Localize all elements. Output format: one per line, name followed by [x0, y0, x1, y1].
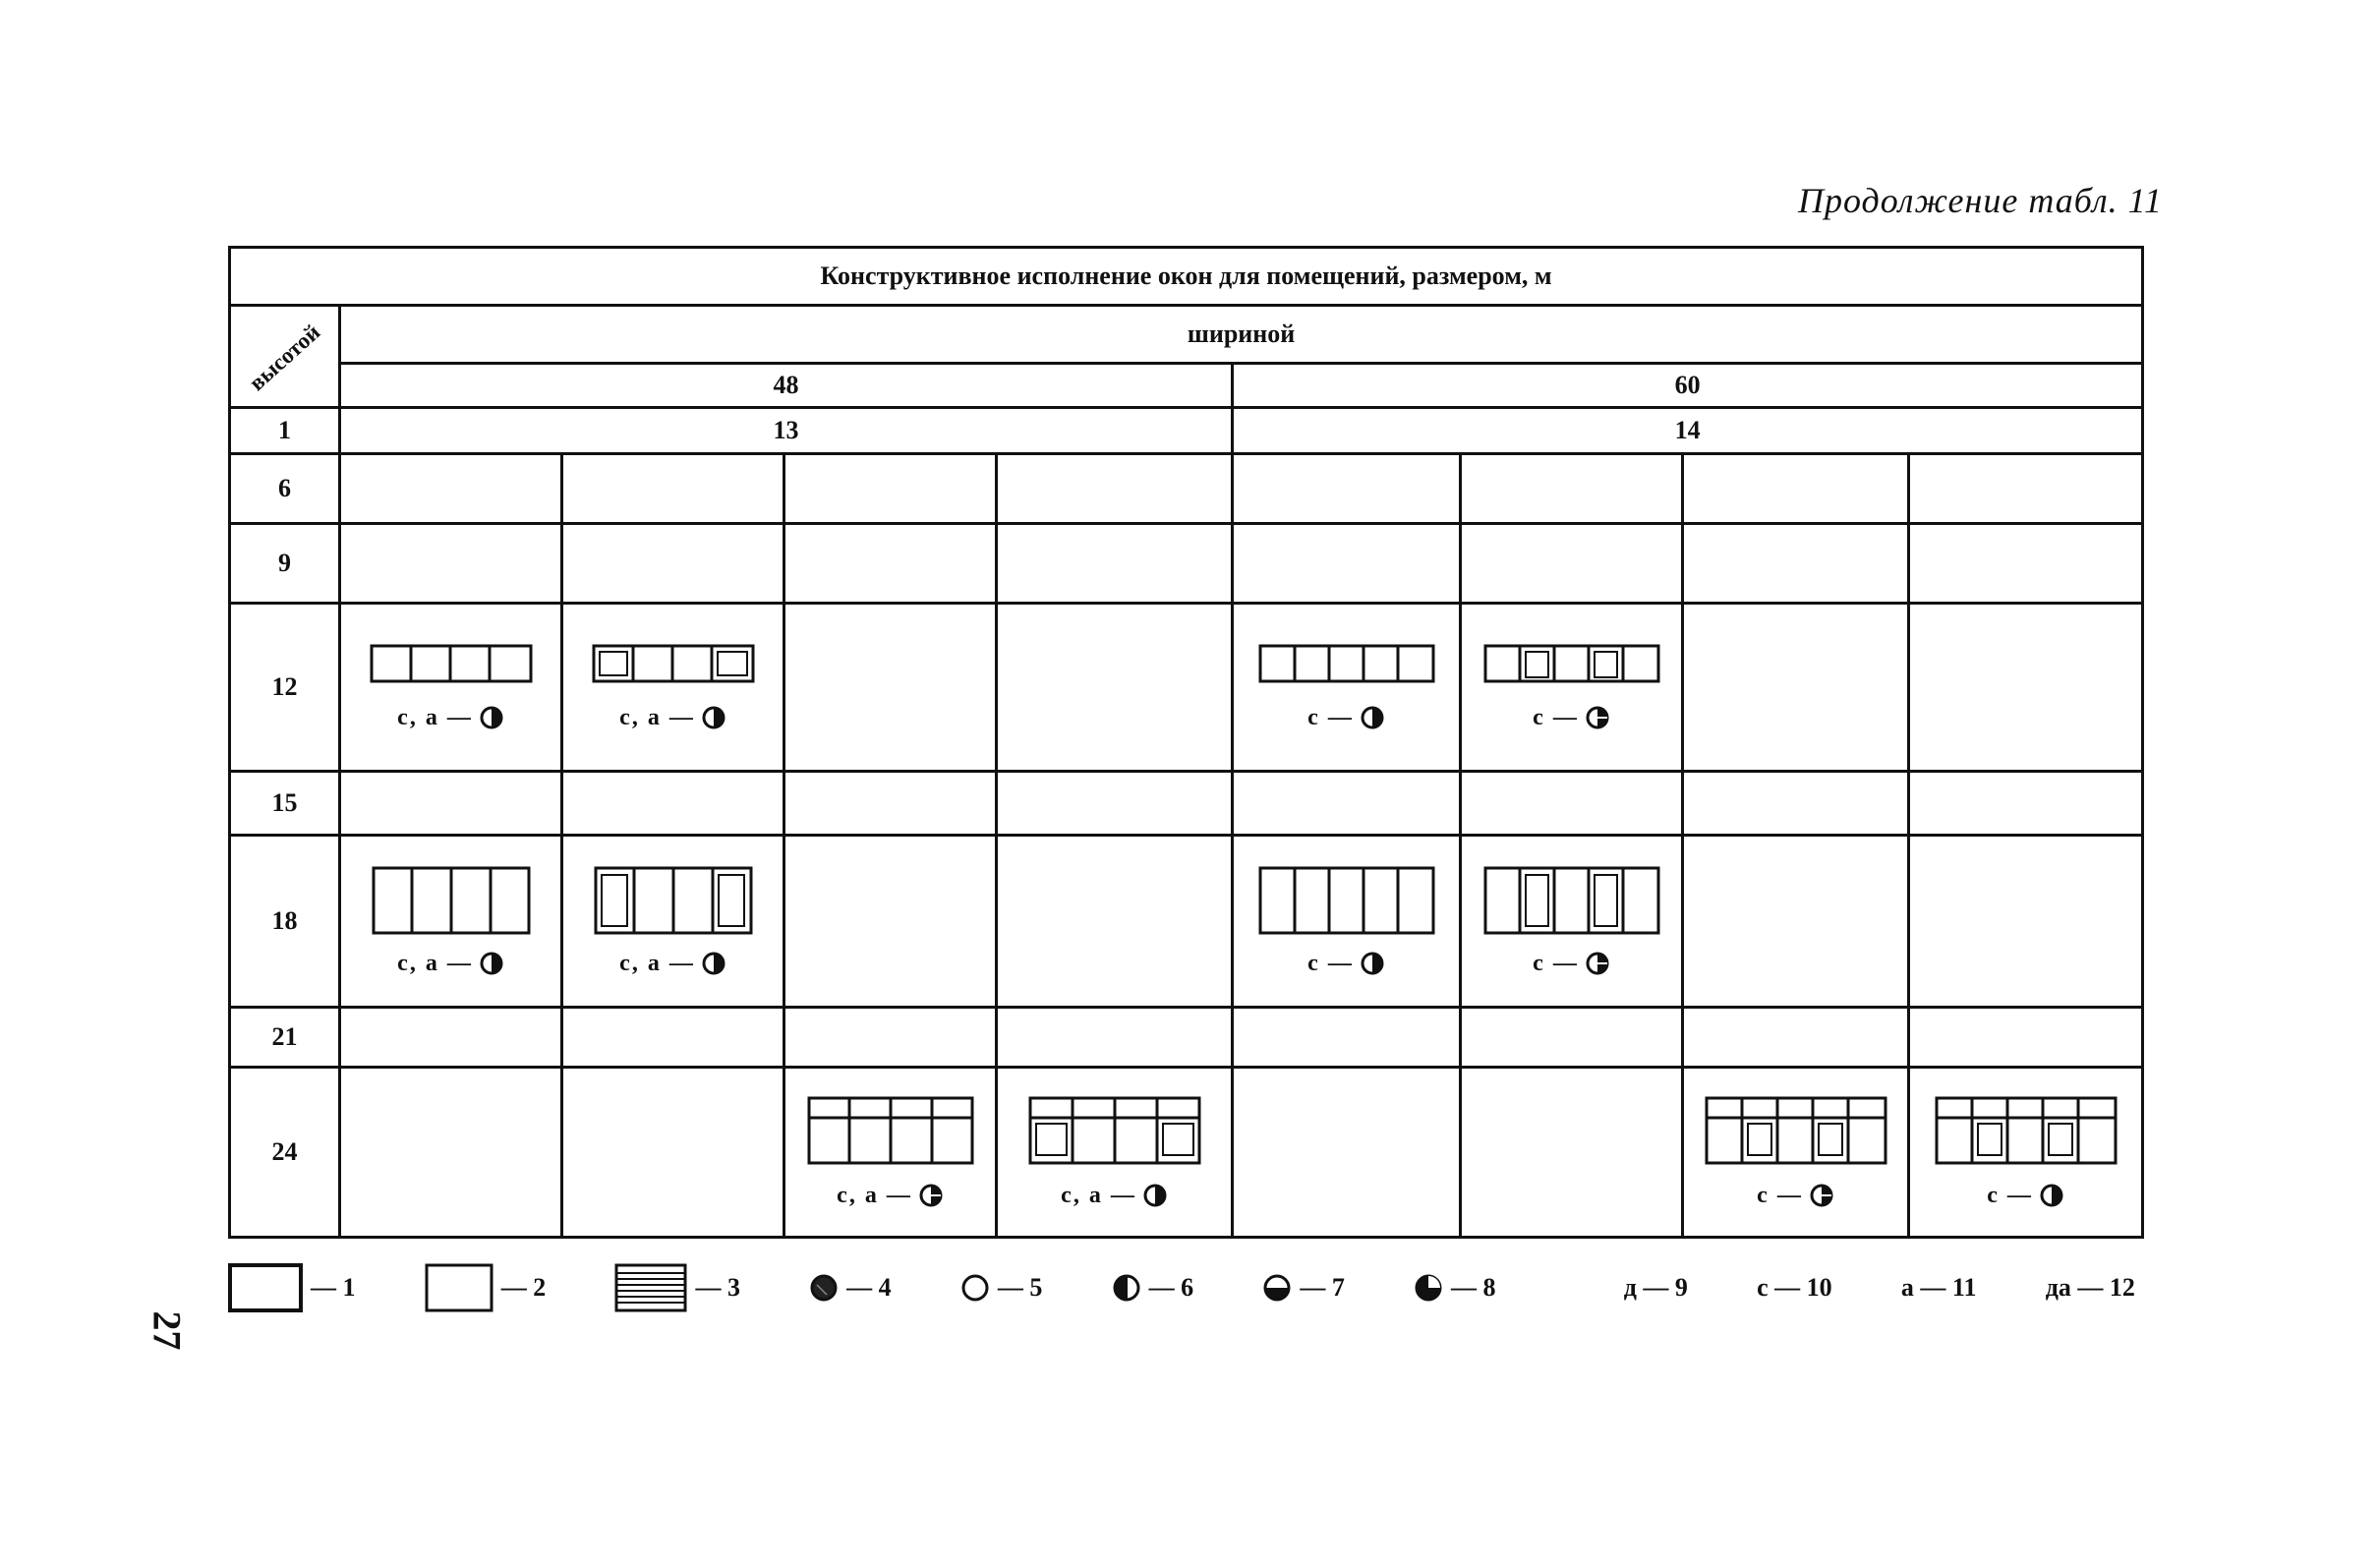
cell: [1683, 1008, 1909, 1068]
legend-item-9: [1624, 1273, 1688, 1303]
cell: [562, 1068, 784, 1238]
cell: [1461, 524, 1683, 604]
col-13: 13: [340, 408, 1233, 454]
legend-item-4: [809, 1273, 892, 1303]
cell: [997, 836, 1233, 1008]
half-circle-icon: [479, 951, 504, 976]
legend-label: да — 12: [2045, 1273, 2135, 1302]
half-circle-icon: [479, 705, 504, 730]
row-label-18: 18: [230, 836, 340, 1008]
width-header: шириной: [340, 306, 2143, 364]
height-header: [230, 306, 340, 408]
legend-label: — 3: [695, 1273, 740, 1302]
width-48: 48: [340, 364, 1233, 408]
page-number: 27: [145, 1310, 190, 1351]
circle-half-bottom-icon: [1262, 1273, 1292, 1303]
half-circle-icon: [1809, 1183, 1834, 1208]
legend-label: д — 9: [1623, 1273, 1688, 1302]
window-frame-hatched-icon: [614, 1263, 687, 1312]
cell: [997, 454, 1233, 524]
cell-note: с, а —: [397, 950, 473, 976]
cell-r12-c2: [562, 604, 784, 772]
cell: [1909, 454, 2143, 524]
cell: [1909, 604, 2143, 772]
half-circle-icon: [701, 951, 726, 976]
cell: [1233, 772, 1461, 836]
window-design-table: [228, 246, 2144, 1239]
half-circle-icon: [2039, 1183, 2064, 1208]
row-label-24: 24: [230, 1068, 340, 1238]
cell-r24-c3: [784, 1068, 997, 1238]
cell: [340, 1008, 562, 1068]
cell: [997, 1008, 1233, 1068]
width-60: 60: [1233, 364, 2143, 408]
legend-item-12: [2046, 1273, 2135, 1303]
legend-item-8: [1414, 1273, 1496, 1303]
legend-label: — 5: [997, 1273, 1043, 1302]
legend-label: — 8: [1451, 1273, 1496, 1302]
cell: [1909, 772, 2143, 836]
cell: [562, 1008, 784, 1068]
circle-half-left-icon: [1112, 1273, 1141, 1303]
half-circle-icon: [1585, 951, 1610, 976]
cell: [1233, 1068, 1461, 1238]
circle-dark-hatched-icon: [809, 1273, 839, 1303]
legend-item-3: [614, 1263, 740, 1312]
cell-r18-c1: [340, 836, 562, 1008]
table-title: Конструктивное исполнение окон для помещений, размером, м: [230, 248, 2143, 306]
cell-note: с, а —: [397, 704, 473, 730]
window-5pane-tall-icon: [1258, 866, 1435, 935]
window-frame-thin-icon: [425, 1263, 493, 1312]
cell: [562, 772, 784, 836]
cell: [1909, 836, 2143, 1008]
window-5pane-transom-inset-icon: [1705, 1096, 1887, 1165]
continuation-caption: Продолжение табл. 11: [1797, 181, 2163, 220]
window-5pane-transom-inset-icon: [1935, 1096, 2118, 1165]
legend-item-6: [1112, 1273, 1194, 1303]
height-label: высотой: [244, 319, 325, 395]
cell: [1683, 772, 1909, 836]
cell: [784, 604, 997, 772]
cell-note: с —: [1533, 704, 1579, 730]
cell: [1683, 604, 1909, 772]
cell-note: с —: [1533, 950, 1579, 976]
row-label-21: 21: [230, 1008, 340, 1068]
legend-item-2: [425, 1263, 547, 1312]
cell: [340, 454, 562, 524]
cell-note: с —: [1307, 704, 1354, 730]
half-circle-icon: [1142, 1183, 1168, 1208]
window-5pane-tall-inset-icon: [1483, 866, 1660, 935]
window-4pane-tall-icon: [372, 866, 531, 935]
cell: [1461, 454, 1683, 524]
cell: [340, 1068, 562, 1238]
cell: [1909, 1008, 2143, 1068]
legend-item-1: [228, 1263, 356, 1312]
cell-r12-c6: [1461, 604, 1683, 772]
legend-label: а — 11: [1900, 1273, 1977, 1302]
cell: [1683, 524, 1909, 604]
cell: [997, 524, 1233, 604]
cell-note: с, а —: [619, 704, 695, 730]
legend-item-5: [960, 1273, 1043, 1303]
cell-r18-c2: [562, 836, 784, 1008]
cell: [997, 604, 1233, 772]
cell-note: с, а —: [837, 1182, 912, 1208]
cell-r24-c8: [1909, 1068, 2143, 1238]
legend-label: — 4: [846, 1273, 892, 1302]
cell-r24-c4: [997, 1068, 1233, 1238]
col-14: 14: [1233, 408, 2143, 454]
cell: [1909, 524, 2143, 604]
legend-item-11: [1901, 1273, 1977, 1303]
row-label-15: 15: [230, 772, 340, 836]
circle-three-quarter-icon: [1414, 1273, 1443, 1303]
cell: [784, 772, 997, 836]
legend-item-10: [1757, 1273, 1832, 1303]
window-frame-single-icon: [228, 1263, 303, 1312]
half-circle-icon: [918, 1183, 944, 1208]
cell: [784, 454, 997, 524]
row-label-12: 12: [230, 604, 340, 772]
legend-label: — 1: [311, 1273, 356, 1302]
cell-note: с —: [1757, 1182, 1803, 1208]
window-4pane-transom-icon: [807, 1096, 974, 1165]
cell-r18-c6: [1461, 836, 1683, 1008]
cell: [784, 836, 997, 1008]
window-4pane-transom-inset-icon: [1028, 1096, 1201, 1165]
cell-r12-c5: [1233, 604, 1461, 772]
cell: [784, 1008, 997, 1068]
row-label-9: 9: [230, 524, 340, 604]
legend-label: — 7: [1300, 1273, 1345, 1302]
cell: [997, 772, 1233, 836]
cell-note: с, а —: [1061, 1182, 1136, 1208]
cell: [1683, 836, 1909, 1008]
window-4pane-inset-icon: [592, 644, 755, 683]
window-4pane-tall-inset-icon: [594, 866, 753, 935]
circle-empty-icon: [960, 1273, 990, 1303]
cell: [340, 772, 562, 836]
cell: [1461, 1068, 1683, 1238]
cell-r18-c5: [1233, 836, 1461, 1008]
legend: [228, 1258, 2135, 1317]
legend-label: с — 10: [1757, 1273, 1832, 1302]
half-circle-icon: [701, 705, 726, 730]
legend-item-7: [1262, 1273, 1345, 1303]
cell: [784, 524, 997, 604]
legend-label: — 2: [500, 1273, 547, 1302]
cell-r24-c7: [1683, 1068, 1909, 1238]
cell: [1233, 454, 1461, 524]
cell: [1461, 1008, 1683, 1068]
row-label-6: 6: [230, 454, 340, 524]
cell: [562, 454, 784, 524]
cell: [1233, 524, 1461, 604]
cell: [1683, 454, 1909, 524]
row-label-1: 1: [230, 408, 340, 454]
cell: [340, 524, 562, 604]
window-5pane-inset-icon: [1483, 644, 1660, 683]
window-5pane-icon: [1258, 644, 1435, 683]
cell-r12-c1: [340, 604, 562, 772]
legend-label: — 6: [1148, 1273, 1194, 1302]
half-circle-icon: [1360, 951, 1385, 976]
cell: [1461, 772, 1683, 836]
window-4pane-icon: [370, 644, 533, 683]
cell-note: с —: [1307, 950, 1354, 976]
cell-note: с, а —: [619, 950, 695, 976]
cell: [562, 524, 784, 604]
cell-note: с —: [1987, 1182, 2033, 1208]
cell: [1233, 1008, 1461, 1068]
half-circle-icon: [1585, 705, 1610, 730]
half-circle-icon: [1360, 705, 1385, 730]
